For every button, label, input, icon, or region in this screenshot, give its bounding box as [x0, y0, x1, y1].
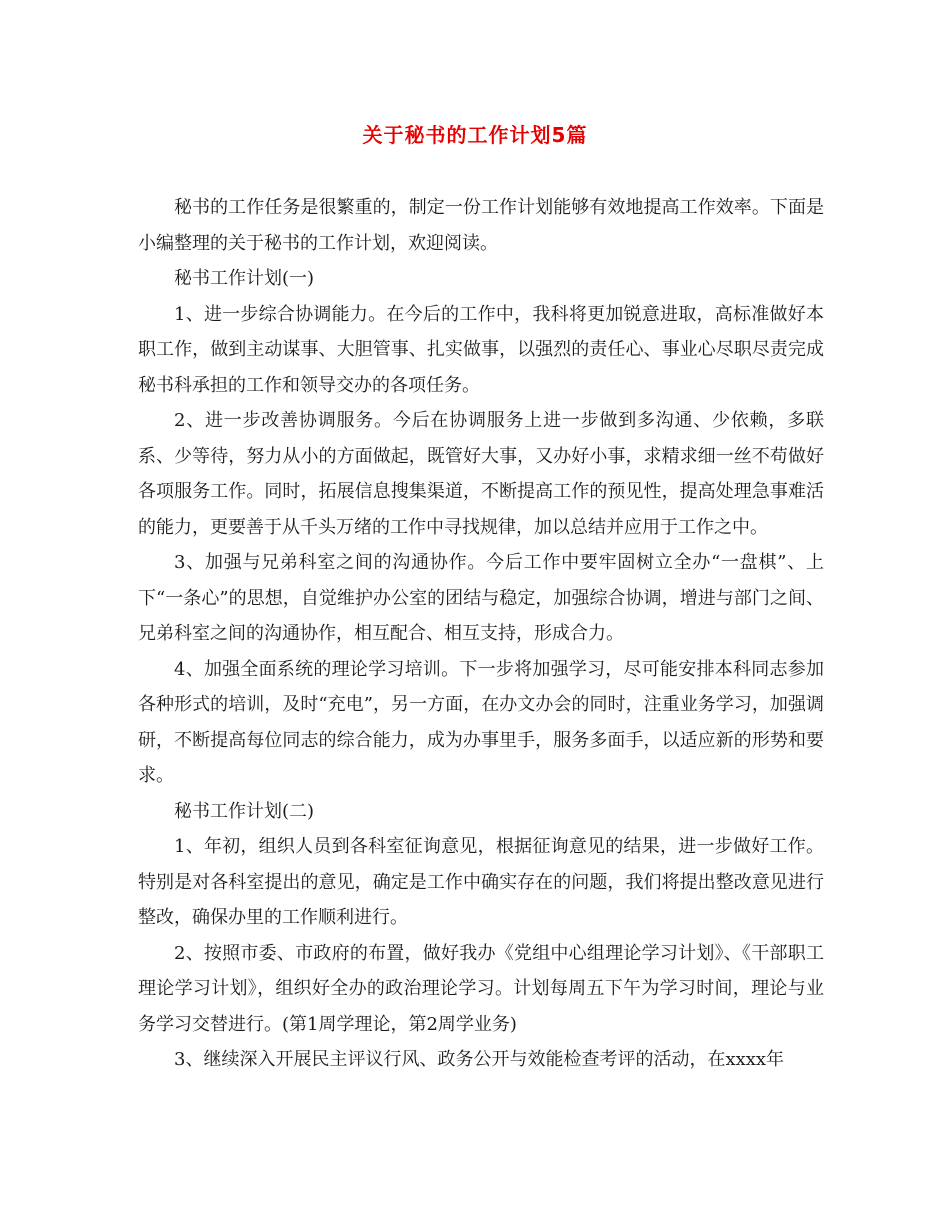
body-paragraph: 3、继续深入开展民主评议行风、政务公开与效能检查考评的活动，在xxxx年	[174, 1049, 785, 1070]
section-heading-plan-2: 秘书工作计划(二)	[174, 800, 315, 822]
body-paragraph: 1、年初，组织人员到各科室征询意见，根据征询意见的结果，进一步做好工作。特别是对各科室提出的意见，确定是工作中确实存在的问题，我们将提出整改意见进行整改，确保办里的工作顺利进行。	[138, 836, 824, 928]
section-heading-plan-1: 秘书工作计划(一)	[174, 268, 315, 289]
document-body	[138, 190, 824, 1078]
body-paragraph: 1、进一步综合协调能力。在今后的工作中，我科将更加锐意进取，高标准做好本职工作，做到主动谋事、大胆管事、扎实做事，以强烈的责任心、事业心尽职尽责完成秘书科承担的工作和领导交办的各项任务。	[138, 303, 824, 396]
document-title: 关于秘书的工作计划5篇	[362, 123, 588, 147]
intro-paragraph: 秘书的工作任务是很繁重的，制定一份工作计划能够有效地提高工作效率。下面是小编整理的关于秘书的工作计划，欢迎阅读。	[138, 197, 824, 254]
body-paragraph: 3、加强与兄弟科室之间的沟通协作。今后工作中要牢固树立全办“一盘棋”、上下“一条心”的思想，自觉维护办公室的团结与稳定，加强综合协调，增进与部门之间、兄弟科室之间的沟通协作，相互配合、相互支持，形成合力。	[138, 552, 824, 644]
body-paragraph: 2、进一步改善协调服务。今后在协调服务上进一步做到多沟通、少依赖，多联系、少等待，努力从小的方面做起，既管好大事，又办好小事，求精求细一丝不苟做好各项服务工作。同时，拓展信息搜集渠道，不断提高工作的预见性，提高处理急事难活的能力，更要善于从千头万绪的工作中寻找规律，加以总结并应用于工作之中。	[138, 410, 824, 538]
body-paragraph: 4、加强全面系统的理论学习培训。下一步将加强学习，尽可能安排本科同志参加各种形式的培训，及时“充电”，另一方面，在办文办会的同时，注重业务学习，加强调研，不断提高每位同志的综合能力，成为办事里手，服务多面手，以适应新的形势和要求。	[138, 658, 824, 786]
body-paragraph: 2、按照市委、市政府的布置，做好我办《党组中心组理论学习计划》、《干部职工理论学习计划》，组织好全办的政治理论学习。计划每周五下午为学习时间，理论与业务学习交替进行。(第1周学理论，第2周学业务)	[138, 942, 824, 1035]
